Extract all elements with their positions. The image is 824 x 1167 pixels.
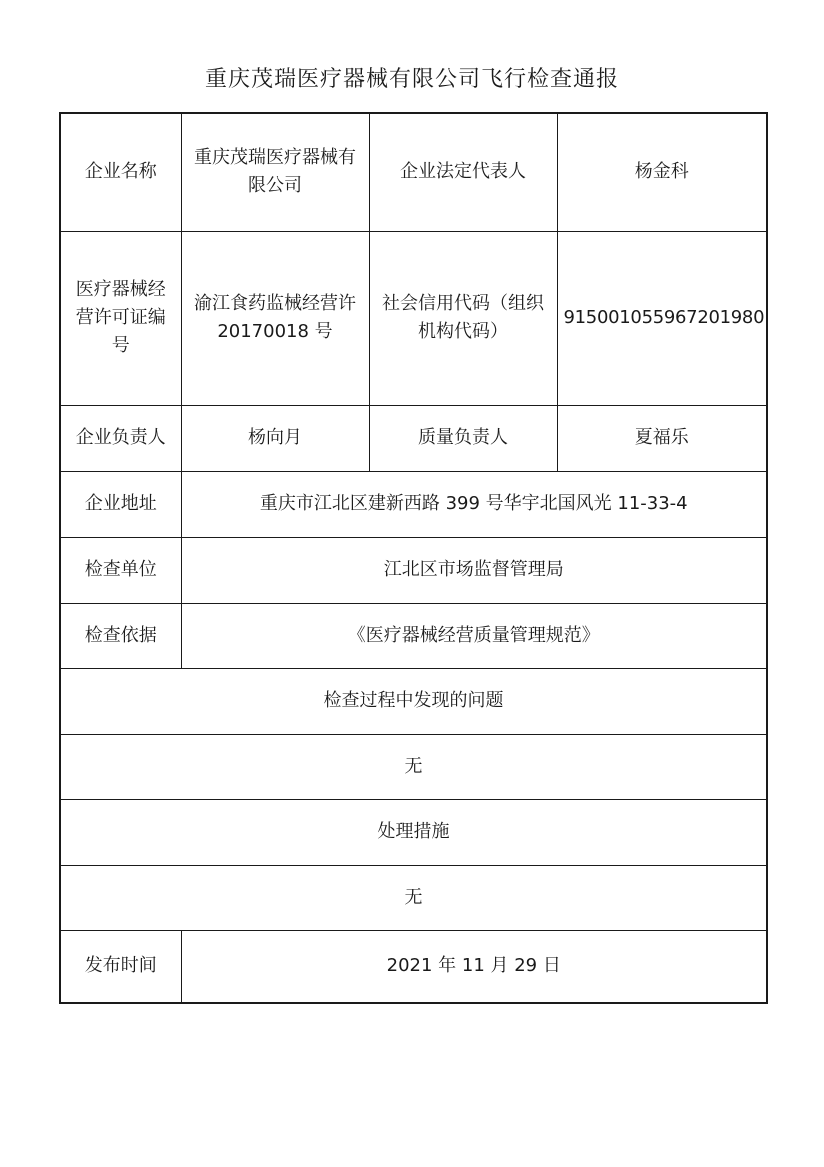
table-row (60, 537, 767, 603)
license-label: 医疗器械经营许可证编号 (60, 231, 181, 405)
table-row (60, 405, 767, 471)
inspector-value: 江北区市场监督管理局 (181, 537, 767, 603)
table-row (60, 603, 767, 668)
table-row (60, 231, 767, 405)
company-name-label: 企业名称 (60, 113, 181, 231)
table-row (60, 113, 767, 231)
principal-label: 企业负责人 (60, 405, 181, 471)
document-title: 重庆茂瑞医疗器械有限公司飞行检查通报 (204, 67, 619, 92)
issues-header: 检查过程中发现的问题 (60, 668, 767, 734)
legal-rep-value: 杨金科 (557, 113, 767, 231)
table-row (60, 930, 767, 1003)
date-label: 发布时间 (60, 930, 181, 1003)
inspector-label: 检查单位 (60, 537, 181, 603)
address-label: 企业地址 (60, 471, 181, 537)
credit-code-label: 社会信用代码（组织机构代码） (369, 231, 557, 405)
measures-header: 处理措施 (60, 799, 767, 865)
basis-value: 《医疗器械经营质量管理规范》 (181, 603, 767, 668)
table-row (60, 865, 767, 930)
quality-label: 质量负责人 (369, 405, 557, 471)
table-row (60, 668, 767, 734)
basis-label: 检查依据 (60, 603, 181, 668)
issues-value: 无 (60, 734, 767, 799)
address-value: 重庆市江北区建新西路 399 号华宇北国风光 11-33-4 (181, 471, 767, 537)
measures-value: 无 (60, 865, 767, 930)
table-row (60, 471, 767, 537)
quality-value: 夏福乐 (557, 405, 767, 471)
inspection-report-table (59, 112, 768, 1004)
legal-rep-label: 企业法定代表人 (369, 113, 557, 231)
table-row (60, 734, 767, 799)
date-value: 2021 年 11 月 29 日 (181, 930, 767, 1003)
table-row (60, 799, 767, 865)
credit-code-value: 915001055967201980 (557, 231, 767, 405)
company-name-value: 重庆茂瑞医疗器械有限公司 (181, 113, 369, 231)
principal-value: 杨向月 (181, 405, 369, 471)
license-value: 渝江食药监械经营许 20170018 号 (181, 231, 369, 405)
